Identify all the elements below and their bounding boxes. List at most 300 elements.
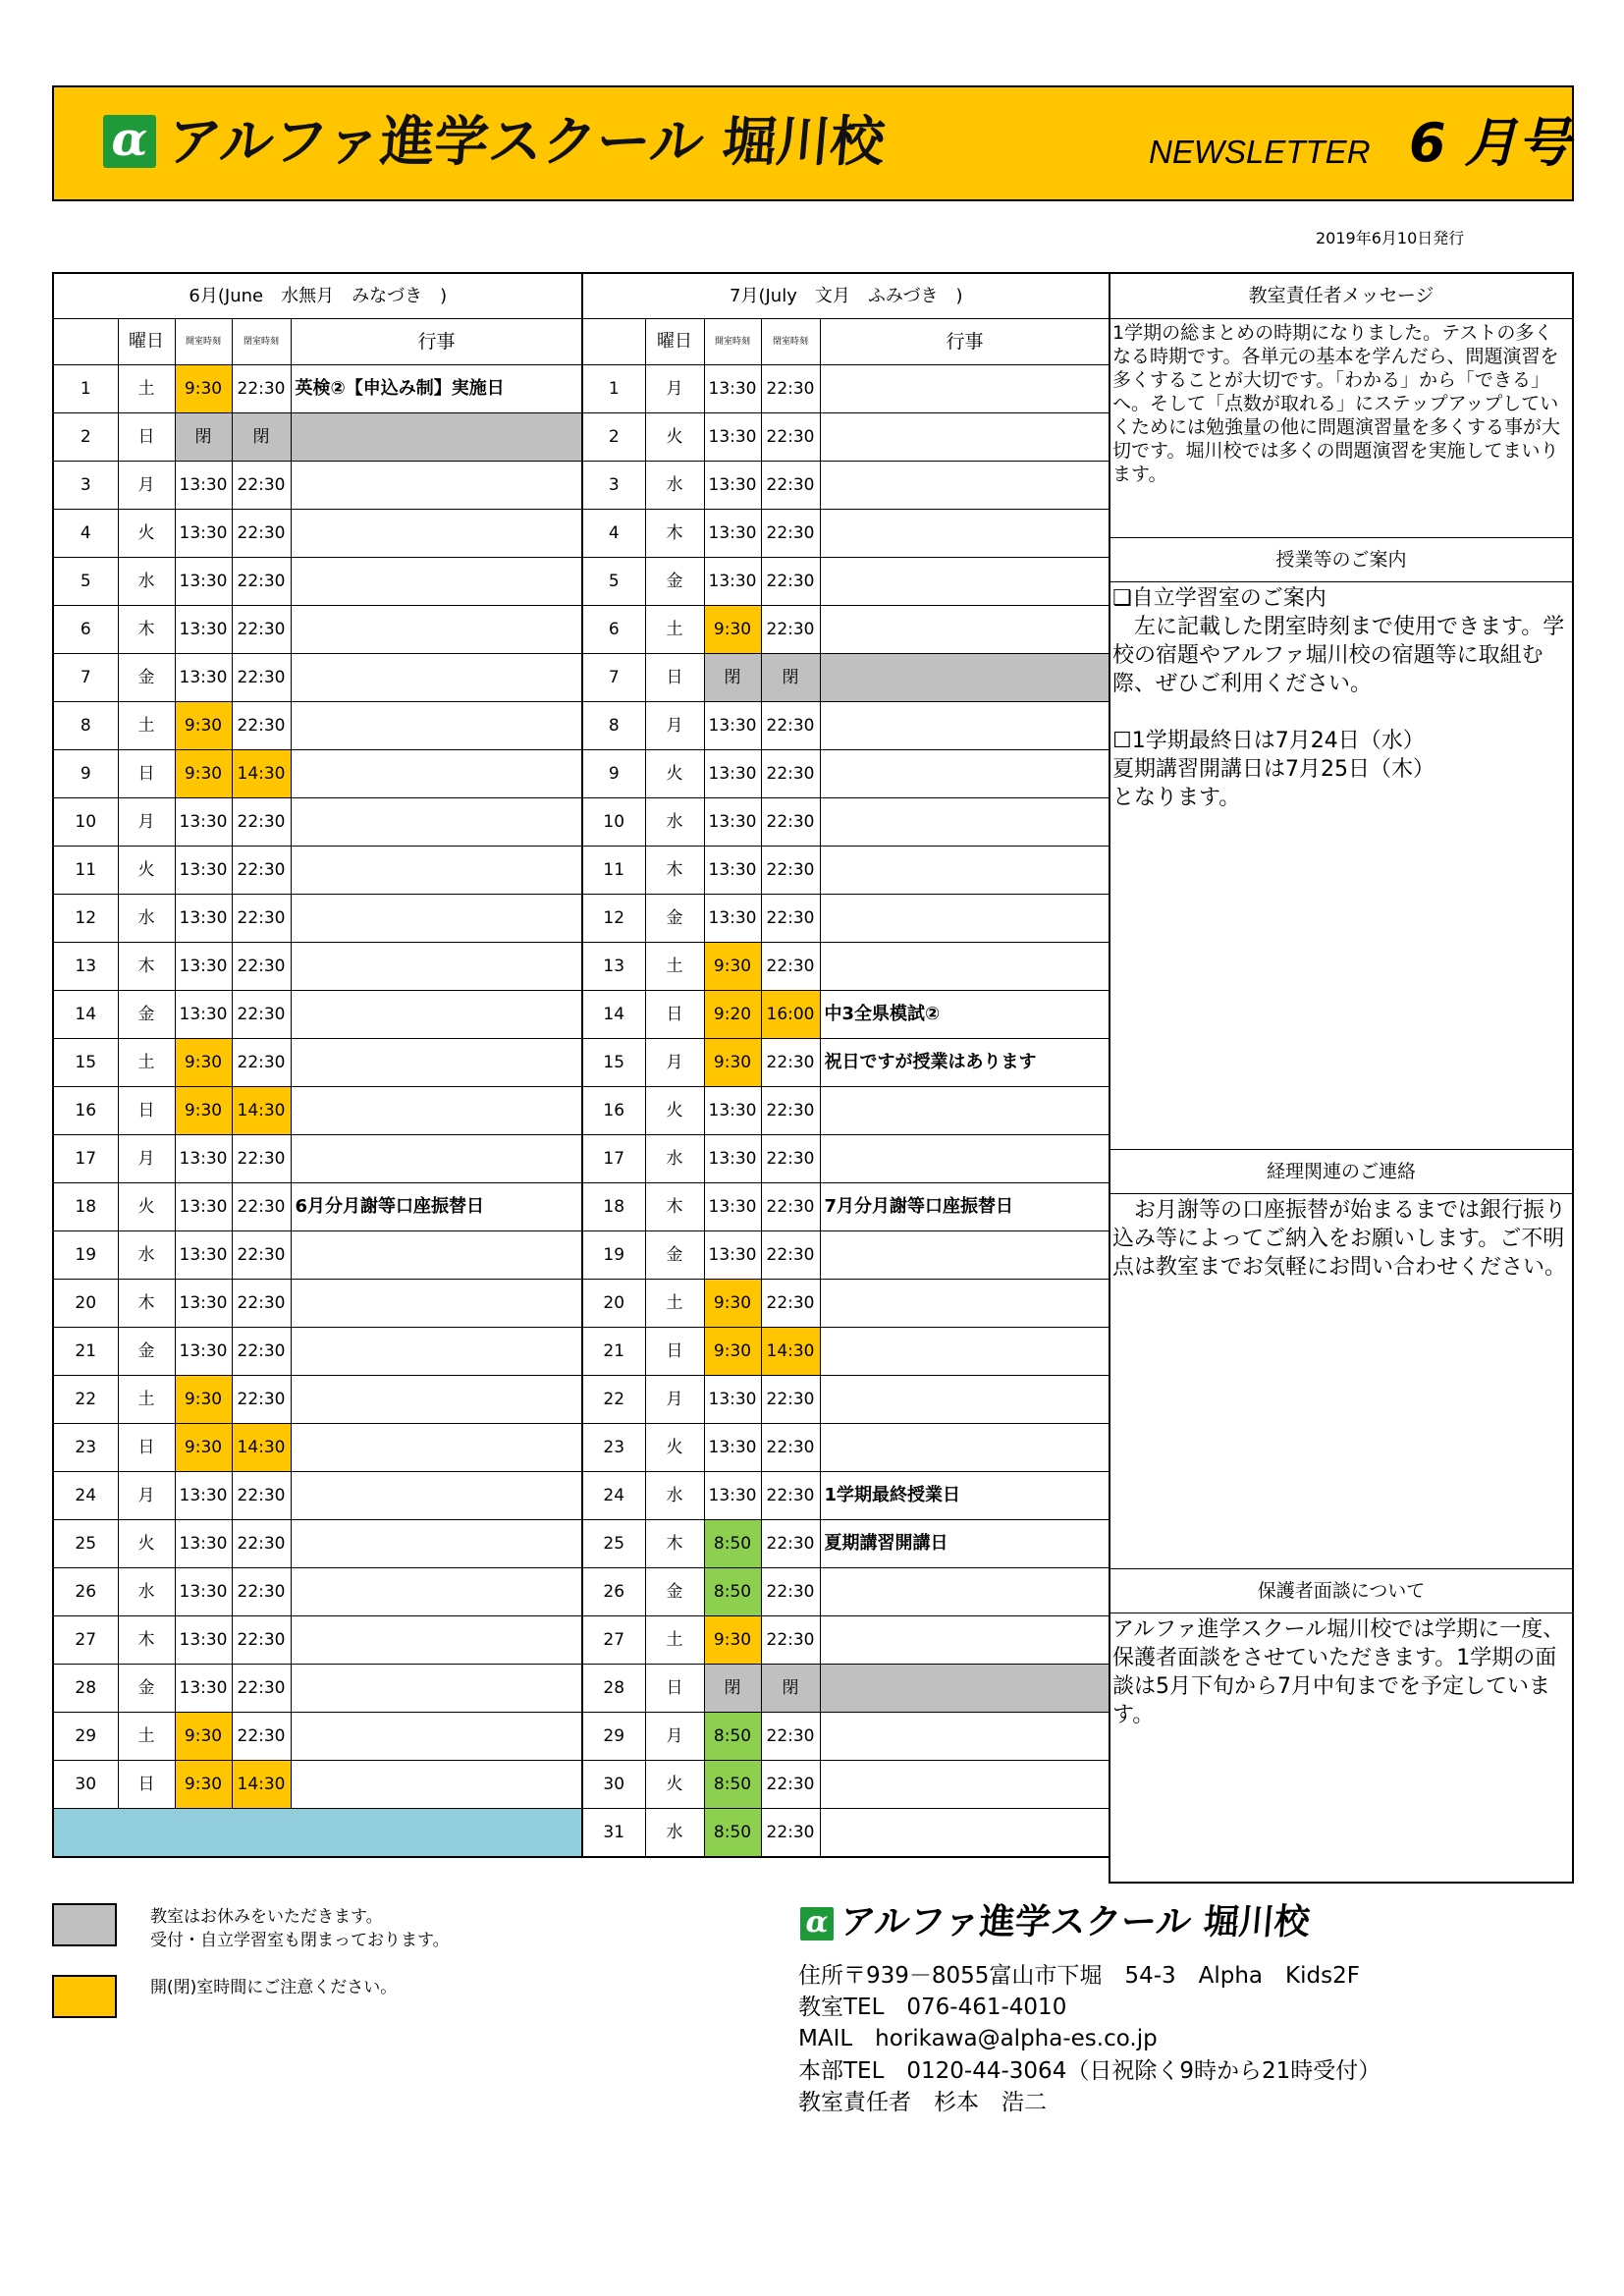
date-cell: 18 [53, 1183, 118, 1231]
close-time-cell: 22:30 [761, 1087, 820, 1135]
event-cell [291, 1376, 582, 1424]
calendar-row [582, 510, 1110, 558]
event-cell [291, 750, 582, 798]
calendar-row [53, 1472, 582, 1520]
event-cell [820, 1809, 1110, 1858]
calendar-row [582, 654, 1110, 702]
weekday-cell: 日 [118, 413, 175, 462]
close-time-cell: 14:30 [232, 1424, 291, 1472]
close-time-cell: 22:30 [761, 462, 820, 510]
event-cell [820, 1087, 1110, 1135]
date-cell: 7 [582, 654, 645, 702]
close-time-cell: 22:30 [232, 1231, 291, 1280]
date-cell: 29 [53, 1713, 118, 1761]
open-time-cell: 13:30 [175, 1280, 232, 1328]
date-cell: 23 [582, 1424, 645, 1472]
open-time-cell: 9:30 [704, 1616, 761, 1665]
close-time-cell: 22:30 [761, 798, 820, 847]
date-cell: 31 [582, 1809, 645, 1858]
date-cell: 28 [582, 1665, 645, 1713]
calendar-row [53, 1087, 582, 1135]
calendar-row [53, 558, 582, 606]
date-cell: 17 [53, 1135, 118, 1183]
weekday-cell: 金 [118, 654, 175, 702]
weekday-cell: 火 [118, 1520, 175, 1568]
calendar-row [582, 1809, 1110, 1858]
weekday-cell: 月 [645, 365, 704, 413]
date-cell: 7 [53, 654, 118, 702]
date-cell: 17 [582, 1135, 645, 1183]
event-cell [291, 1568, 582, 1616]
event-cell [820, 943, 1110, 991]
calendar-row [582, 1472, 1110, 1520]
weekday-cell: 木 [645, 1183, 704, 1231]
event-cell [820, 413, 1110, 462]
date-cell: 24 [53, 1472, 118, 1520]
close-time-cell: 22:30 [232, 1376, 291, 1424]
open-time-cell: 9:20 [704, 991, 761, 1039]
event-cell: 英検②【申込み制】実施日 [291, 365, 582, 413]
footer-hq-tel: 本部TEL 0120-44-3064（日祝除く9時から21時受付） [798, 2058, 1381, 2084]
open-time-cell: 13:30 [704, 413, 761, 462]
event-cell [820, 1231, 1110, 1280]
date-cell: 12 [582, 895, 645, 943]
date-cell: 15 [582, 1039, 645, 1087]
weekday-cell: 土 [645, 1616, 704, 1665]
open-time-cell: 13:30 [175, 510, 232, 558]
open-time-cell: 13:30 [704, 895, 761, 943]
date-cell: 16 [582, 1087, 645, 1135]
weekday-cell: 土 [645, 1280, 704, 1328]
open-time-cell: 13:30 [704, 1424, 761, 1472]
weekday-cell: 金 [118, 1328, 175, 1376]
calendar-row [53, 943, 582, 991]
open-time-header: 開室時刻 [175, 319, 232, 365]
weekday-cell: 木 [118, 606, 175, 654]
weekday-cell: 水 [118, 1568, 175, 1616]
calendar-row [582, 750, 1110, 798]
open-time-cell: 13:30 [175, 895, 232, 943]
close-time-cell: 22:30 [232, 1472, 291, 1520]
calendar-row [582, 702, 1110, 750]
event-cell [291, 1280, 582, 1328]
school-name: アルファ進学スクール 堀川校 [165, 110, 888, 173]
close-time-cell: 22:30 [761, 1039, 820, 1087]
weekday-cell: 金 [118, 1665, 175, 1713]
calendar-row [582, 558, 1110, 606]
open-time-cell: 13:30 [704, 365, 761, 413]
event-cell [820, 895, 1110, 943]
calendar-row [582, 413, 1110, 462]
open-time-cell: 13:30 [704, 1087, 761, 1135]
date-cell: 16 [53, 1087, 118, 1135]
open-time-cell: 13:30 [704, 462, 761, 510]
event-cell [820, 1665, 1110, 1713]
interview-title: 保護者面談について [1110, 1568, 1572, 1613]
day-of-week-header: 曜日 [118, 319, 175, 365]
open-time-cell: 13:30 [704, 1472, 761, 1520]
newsletter-label: NEWSLETTER [1149, 134, 1371, 170]
footer-tel: 教室TEL 076-461-4010 [798, 1995, 1067, 2020]
july-calendar [581, 272, 1110, 1858]
close-time-cell: 22:30 [232, 1328, 291, 1376]
calendar-row [53, 750, 582, 798]
close-time-cell: 22:30 [232, 1183, 291, 1231]
open-time-cell: 13:30 [175, 1568, 232, 1616]
message-title: 教室責任者メッセージ [1110, 274, 1572, 319]
header-banner [52, 85, 1574, 201]
weekday-cell: 金 [645, 1231, 704, 1280]
date-cell: 20 [582, 1280, 645, 1328]
close-time-cell: 14:30 [232, 1087, 291, 1135]
calendar-row [582, 1713, 1110, 1761]
open-time-cell: 13:30 [175, 558, 232, 606]
calendar-row [53, 895, 582, 943]
open-time-cell: 閉 [704, 1665, 761, 1713]
open-time-cell: 13:30 [175, 847, 232, 895]
date-cell: 4 [53, 510, 118, 558]
date-cell: 11 [53, 847, 118, 895]
calendar-row [582, 1087, 1110, 1135]
weekday-cell: 日 [118, 1424, 175, 1472]
calendar-row [53, 1231, 582, 1280]
weekday-cell: 日 [645, 1328, 704, 1376]
guide-body: ❑自立学習室のご案内 左に記載した閉室時刻まで使用できます。学校の宿題やアルファ堀川校の宿題等に取組む際、ぜひご利用ください。 ☐1学期最終日は7月24日（水） 夏期講習開講日は7月25日（木） となります。 [1112, 586, 1565, 810]
close-time-cell: 14:30 [761, 1328, 820, 1376]
weekday-cell: 土 [645, 943, 704, 991]
calendar-row [582, 1568, 1110, 1616]
open-time-cell: 8:50 [704, 1809, 761, 1858]
date-cell: 21 [53, 1328, 118, 1376]
event-cell: 祝日ですが授業はあります [820, 1039, 1110, 1087]
close-time-cell: 22:30 [761, 1568, 820, 1616]
weekday-cell: 月 [118, 1135, 175, 1183]
close-time-cell: 閉 [761, 654, 820, 702]
calendar-row [53, 1183, 582, 1231]
open-time-cell: 9:30 [175, 1087, 232, 1135]
date-cell: 1 [53, 365, 118, 413]
weekday-cell: 月 [118, 1472, 175, 1520]
weekday-cell: 日 [645, 991, 704, 1039]
close-time-cell: 22:30 [761, 1424, 820, 1472]
calendar-row [53, 1665, 582, 1713]
weekday-cell: 水 [645, 1472, 704, 1520]
date-cell: 30 [53, 1761, 118, 1809]
side-panel [1109, 272, 1574, 1884]
event-cell [820, 1761, 1110, 1809]
issue-label: 6 月号 [1409, 112, 1571, 174]
open-time-cell: 閉 [175, 413, 232, 462]
event-cell [820, 702, 1110, 750]
weekday-cell: 水 [645, 462, 704, 510]
event-cell: 7月分月謝等口座振替日 [820, 1183, 1110, 1231]
date-cell: 20 [53, 1280, 118, 1328]
date-cell: 24 [582, 1472, 645, 1520]
footer-mail: MAIL horikawa@alpha-es.co.jp [798, 2026, 1158, 2051]
date-cell: 23 [53, 1424, 118, 1472]
open-time-cell: 13:30 [704, 1135, 761, 1183]
hours-legend-swatch [52, 1975, 117, 2018]
open-time-cell: 9:30 [704, 1280, 761, 1328]
close-time-header: 閉室時刻 [761, 319, 820, 365]
weekday-cell: 水 [645, 1809, 704, 1858]
close-time-cell: 22:30 [761, 847, 820, 895]
date-cell: 5 [582, 558, 645, 606]
weekday-cell: 金 [645, 895, 704, 943]
calendar-row [582, 1761, 1110, 1809]
event-cell [291, 1665, 582, 1713]
weekday-cell: 火 [645, 1424, 704, 1472]
accounting-body: お月謝等の口座振替が始まるまでは銀行振り込み等によってご納入をお願いします。ご不明点は教室までお気軽にお問い合わせください。 [1112, 1198, 1567, 1280]
calendar-row [53, 365, 582, 413]
weekday-cell: 木 [645, 1520, 704, 1568]
open-time-header: 開室時刻 [704, 319, 761, 365]
date-cell: 1 [582, 365, 645, 413]
event-cell [291, 1472, 582, 1520]
calendar-row [53, 1424, 582, 1472]
weekday-cell: 水 [118, 1231, 175, 1280]
close-time-cell: 22:30 [232, 1665, 291, 1713]
close-time-cell: 22:30 [761, 702, 820, 750]
weekday-cell: 金 [118, 991, 175, 1039]
event-cell [820, 654, 1110, 702]
date-cell: 14 [53, 991, 118, 1039]
calendar-row [582, 365, 1110, 413]
calendar-row [582, 847, 1110, 895]
event-cell [291, 1424, 582, 1472]
open-time-cell: 13:30 [704, 1183, 761, 1231]
event-cell [291, 1135, 582, 1183]
calendar-row [53, 1135, 582, 1183]
close-time-cell: 22:30 [761, 1280, 820, 1328]
close-time-cell: 22:30 [761, 1713, 820, 1761]
date-cell: 15 [53, 1039, 118, 1087]
weekday-cell: 火 [645, 1761, 704, 1809]
close-time-cell: 14:30 [232, 750, 291, 798]
close-time-cell: 22:30 [232, 1616, 291, 1665]
date-cell: 30 [582, 1761, 645, 1809]
day-of-week-header: 曜日 [645, 319, 704, 365]
event-cell [820, 365, 1110, 413]
event-cell [820, 847, 1110, 895]
date-cell: 22 [582, 1376, 645, 1424]
calendar-row [582, 991, 1110, 1039]
event-cell: 6月分月謝等口座振替日 [291, 1183, 582, 1231]
weekday-cell: 土 [645, 606, 704, 654]
calendar-row [582, 1665, 1110, 1713]
closed-legend-swatch [52, 1903, 117, 1946]
open-time-cell: 13:30 [175, 654, 232, 702]
date-cell: 18 [582, 1183, 645, 1231]
date-cell: 12 [53, 895, 118, 943]
event-cell [820, 510, 1110, 558]
date-cell: 5 [53, 558, 118, 606]
event-cell [291, 510, 582, 558]
weekday-cell: 木 [118, 943, 175, 991]
date-cell: 8 [582, 702, 645, 750]
open-time-cell: 13:30 [704, 1231, 761, 1280]
date-cell: 22 [53, 1376, 118, 1424]
calendar-row [582, 1135, 1110, 1183]
close-time-cell: 22:30 [232, 558, 291, 606]
july-title: 7月(July 文月 ふみづき ) [582, 273, 1110, 319]
calendar-row [582, 1231, 1110, 1280]
calendar-row [53, 1376, 582, 1424]
date-cell: 25 [53, 1520, 118, 1568]
close-time-cell: 22:30 [232, 1280, 291, 1328]
weekday-cell: 水 [645, 798, 704, 847]
open-time-cell: 13:30 [175, 943, 232, 991]
calendar-row [582, 895, 1110, 943]
weekday-cell: 月 [645, 1376, 704, 1424]
open-time-cell: 9:30 [704, 1039, 761, 1087]
closed-legend-text: 教室はお休みをいただきます。 受付・自立学習室も閉まっております。 [150, 1907, 450, 1950]
open-time-cell: 13:30 [704, 847, 761, 895]
event-cell [291, 1713, 582, 1761]
weekday-cell: 木 [645, 847, 704, 895]
calendar-row [53, 1039, 582, 1087]
close-time-cell: 22:30 [761, 606, 820, 654]
open-time-cell: 9:30 [175, 1761, 232, 1809]
calendar-row [582, 1424, 1110, 1472]
event-cell [291, 1520, 582, 1568]
weekday-cell: 木 [118, 1616, 175, 1665]
open-time-cell: 8:50 [704, 1761, 761, 1809]
date-cell: 4 [582, 510, 645, 558]
event-cell [291, 1087, 582, 1135]
event-cell [820, 1376, 1110, 1424]
calendar-row [582, 462, 1110, 510]
july-rows [582, 365, 1110, 1858]
open-time-cell: 9:30 [175, 1424, 232, 1472]
date-cell: 8 [53, 702, 118, 750]
blank-header [582, 319, 645, 365]
calendar-row [582, 1520, 1110, 1568]
date-cell: 27 [53, 1616, 118, 1665]
event-cell [820, 1280, 1110, 1328]
events-header: 行事 [291, 319, 582, 365]
event-cell [291, 413, 582, 462]
date-cell: 19 [582, 1231, 645, 1280]
calendar-row [582, 1039, 1110, 1087]
close-time-cell: 22:30 [761, 1809, 820, 1858]
event-cell [820, 798, 1110, 847]
open-time-cell: 13:30 [175, 1231, 232, 1280]
open-time-cell: 13:30 [175, 798, 232, 847]
close-time-cell: 22:30 [232, 654, 291, 702]
close-time-cell: 22:30 [232, 462, 291, 510]
weekday-cell: 月 [645, 1039, 704, 1087]
event-cell [820, 558, 1110, 606]
calendar-row [53, 462, 582, 510]
date-cell: 2 [53, 413, 118, 462]
calendar-row [53, 1280, 582, 1328]
close-time-cell: 22:30 [232, 1039, 291, 1087]
close-time-cell: 22:30 [761, 1231, 820, 1280]
close-time-cell: 22:30 [761, 1135, 820, 1183]
open-time-cell: 9:30 [175, 1039, 232, 1087]
date-cell: 2 [582, 413, 645, 462]
weekday-cell: 土 [118, 365, 175, 413]
calendar-row [53, 1713, 582, 1761]
weekday-cell: 金 [645, 1568, 704, 1616]
close-time-cell: 閉 [232, 413, 291, 462]
calendar-row [53, 654, 582, 702]
date-cell: 25 [582, 1520, 645, 1568]
close-time-cell: 22:30 [232, 702, 291, 750]
weekday-cell: 日 [645, 1665, 704, 1713]
open-time-cell: 9:30 [175, 1713, 232, 1761]
open-time-cell: 13:30 [175, 1328, 232, 1376]
message-body: 1学期の総まとめの時期になりました。テストの多くなる時期です。各単元の基本を学んだら、問題演習を多くすることが大切です。「わかる」から「できる」へ。そして「点数が取れる」にステップアップしていくためには勉強量の他に問題演習量を多くする事が大切です。堀川校では多くの問題演習を実施してまいります。 [1112, 322, 1561, 485]
event-cell [820, 1616, 1110, 1665]
date-cell: 13 [582, 943, 645, 991]
weekday-cell: 月 [118, 462, 175, 510]
event-cell [291, 798, 582, 847]
close-time-cell: 22:30 [232, 798, 291, 847]
close-time-cell: 14:30 [232, 1761, 291, 1809]
close-time-cell: 22:30 [761, 1761, 820, 1809]
weekday-cell: 日 [645, 654, 704, 702]
close-time-cell: 22:30 [232, 895, 291, 943]
weekday-cell: 月 [118, 798, 175, 847]
close-time-cell: 22:30 [761, 558, 820, 606]
calendar-row [582, 798, 1110, 847]
open-time-cell: 13:30 [175, 1665, 232, 1713]
weekday-cell: 火 [645, 413, 704, 462]
open-time-cell: 9:30 [175, 702, 232, 750]
guide-title: 授業等のご案内 [1110, 537, 1572, 582]
weekday-cell: 日 [118, 1087, 175, 1135]
open-time-cell: 閉 [704, 654, 761, 702]
close-time-cell: 22:30 [232, 1568, 291, 1616]
date-cell: 29 [582, 1713, 645, 1761]
blank-header [53, 319, 118, 365]
close-time-cell: 22:30 [761, 895, 820, 943]
date-cell: 13 [53, 943, 118, 991]
open-time-cell: 13:30 [704, 750, 761, 798]
close-time-cell: 22:30 [232, 1520, 291, 1568]
calendar-row [53, 702, 582, 750]
close-time-cell: 22:30 [232, 1713, 291, 1761]
weekday-cell: 火 [118, 1183, 175, 1231]
calendar-row [53, 991, 582, 1039]
event-cell [291, 1231, 582, 1280]
date-cell: 6 [582, 606, 645, 654]
event-cell [291, 991, 582, 1039]
open-time-cell: 13:30 [175, 1472, 232, 1520]
event-cell [820, 606, 1110, 654]
close-time-cell: 22:30 [232, 510, 291, 558]
weekday-cell: 金 [645, 558, 704, 606]
event-cell [291, 606, 582, 654]
june-title: 6月(June 水無月 みなづき ) [53, 273, 582, 319]
open-time-cell: 9:30 [175, 750, 232, 798]
weekday-cell: 月 [645, 702, 704, 750]
weekday-cell: 木 [645, 510, 704, 558]
event-cell [291, 847, 582, 895]
event-cell: 1学期最終授業日 [820, 1472, 1110, 1520]
date-cell: 26 [53, 1568, 118, 1616]
calendar-row [53, 798, 582, 847]
event-cell [820, 1135, 1110, 1183]
open-time-cell: 9:30 [704, 606, 761, 654]
calendar-row [53, 1616, 582, 1665]
date-cell: 9 [53, 750, 118, 798]
event-cell [291, 1761, 582, 1809]
close-time-cell: 閉 [761, 1665, 820, 1713]
open-time-cell: 13:30 [175, 991, 232, 1039]
